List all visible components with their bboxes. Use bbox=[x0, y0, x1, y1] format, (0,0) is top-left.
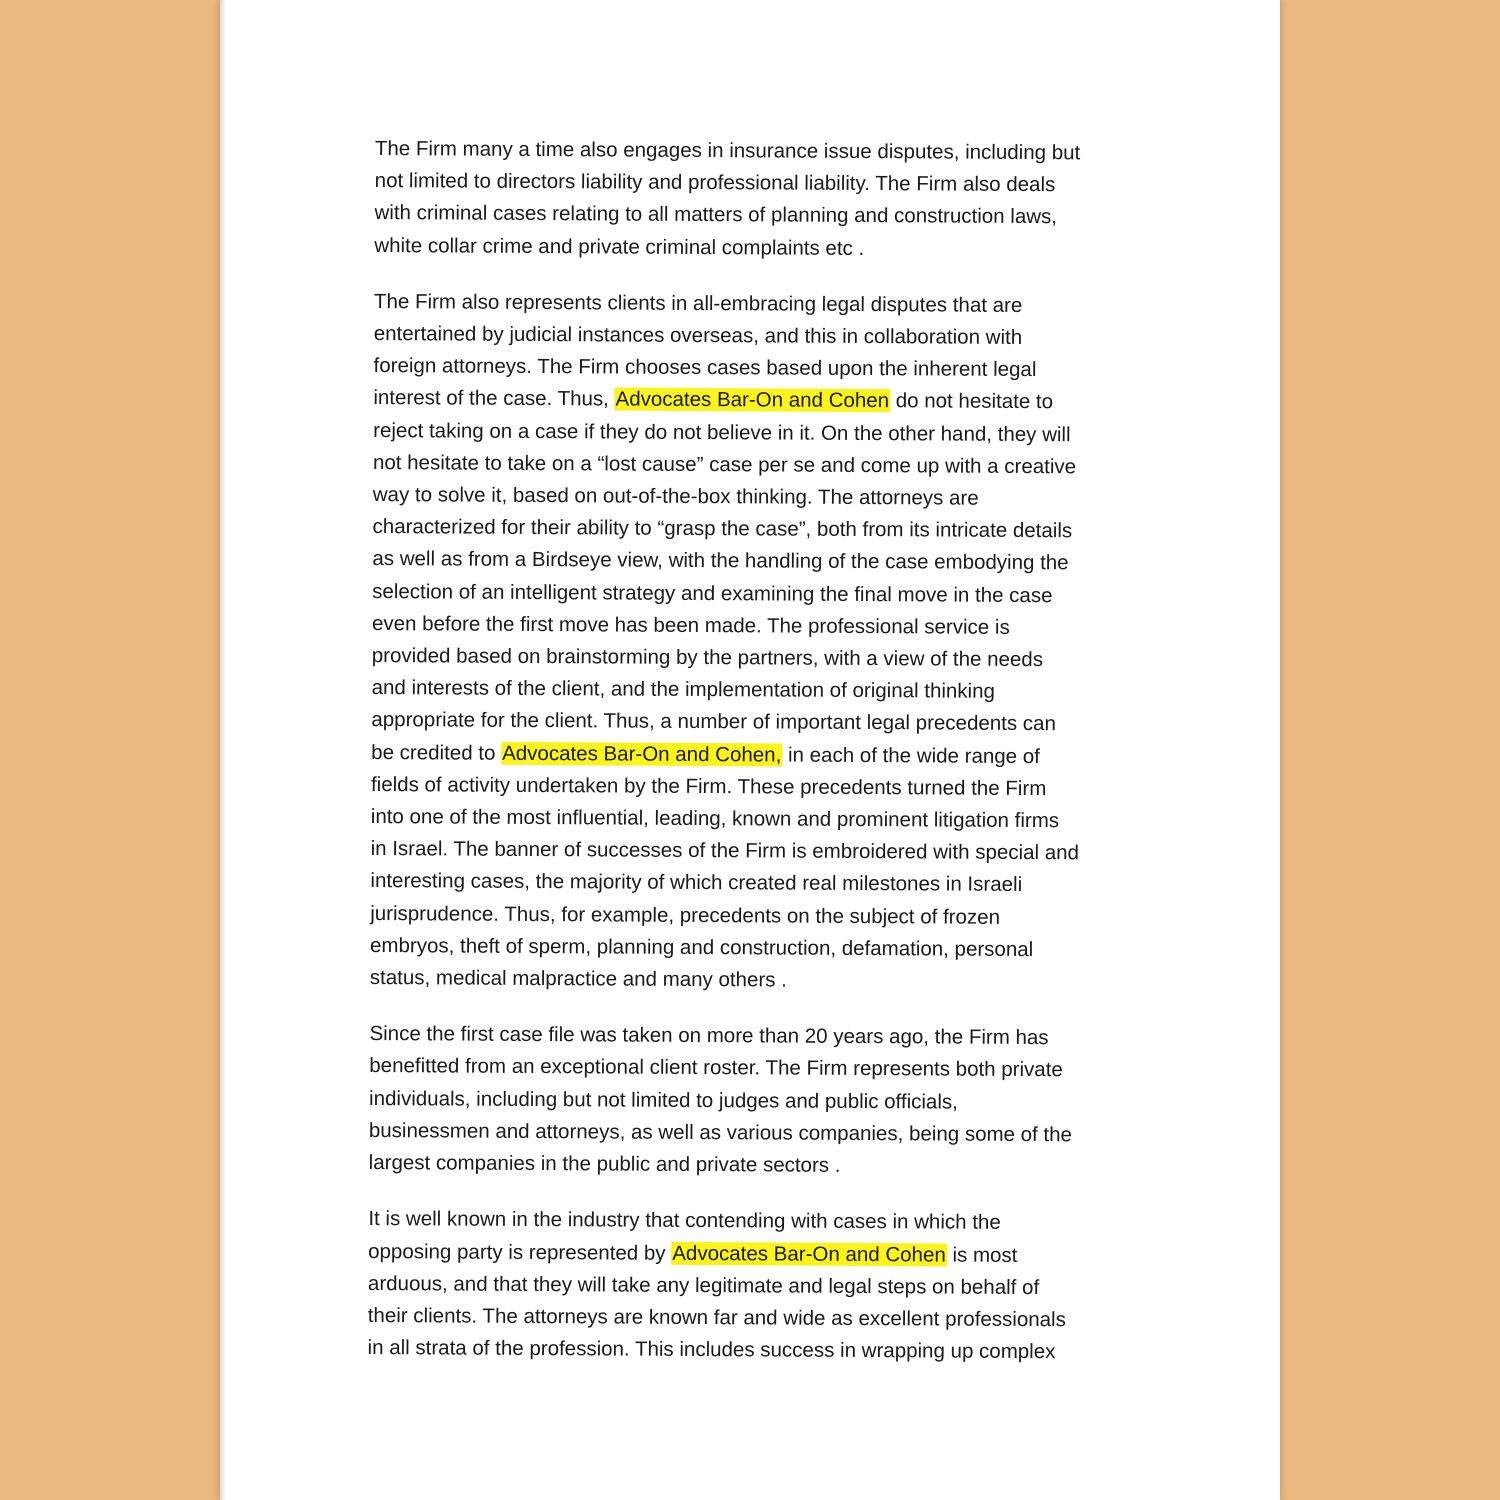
text-line bbox=[374, 230, 1134, 267]
text-run: jurisprudence. Thus, for example, precedents on the subject of frozen bbox=[370, 901, 1001, 929]
text-line bbox=[373, 415, 1133, 452]
text-line bbox=[373, 382, 1133, 419]
text-run: fields of activity undertaken by the Firm. These precedents turned the Firm bbox=[370, 772, 1047, 800]
text-run: benefitted from an exceptional client roster. The Firm represents both private bbox=[369, 1054, 1063, 1082]
text-run: not hesitate to take on a “lost cause” case per se and come up with a creative bbox=[372, 450, 1077, 479]
text-line bbox=[371, 801, 1131, 838]
text-line bbox=[370, 898, 1130, 935]
text-run: be credited to bbox=[371, 740, 502, 765]
text-line bbox=[375, 133, 1135, 170]
text-line bbox=[374, 286, 1134, 323]
text-run: white collar crime and private criminal complaints etc . bbox=[374, 233, 865, 260]
text-line bbox=[373, 350, 1133, 387]
text-run: individuals, including but not limited to judges and public officials, bbox=[369, 1086, 958, 1114]
text-line bbox=[369, 1050, 1129, 1087]
text-line bbox=[369, 1018, 1129, 1055]
text-line bbox=[368, 1235, 1128, 1272]
text-run: appropriate for the client. Thus, a number of important legal precedents can bbox=[371, 708, 1056, 736]
text-line bbox=[371, 704, 1131, 741]
text-run: not limited to directors liability and professional liability. The Firm also deals bbox=[374, 169, 1056, 197]
text-run: in Israel. The banner of successes of the Firm is embroidered with special and bbox=[370, 837, 1080, 865]
text-line bbox=[367, 1332, 1127, 1369]
text-line bbox=[371, 833, 1131, 870]
text-run: their clients. The attorneys are known far and wide as excellent professionals bbox=[367, 1303, 1066, 1332]
text-run: and interests of the client, and the implementation of original thinking bbox=[371, 676, 996, 704]
text-line bbox=[368, 1203, 1128, 1240]
paragraph bbox=[369, 1018, 1130, 1184]
text-run: opposing party is represented by bbox=[368, 1239, 672, 1265]
text-run: The Firm also represents clients in all-embracing legal disputes that are bbox=[373, 289, 1023, 317]
text-run: arduous, and that they will take any legitimate and legal steps on behalf of bbox=[367, 1271, 1040, 1299]
text-run: characterized for their ability to “grasp the case”, both from its intricate details bbox=[372, 515, 1073, 543]
text-run: largest companies in the public and private sectors . bbox=[368, 1151, 841, 1177]
text-run: businessmen and attorneys, as well as various companies, being some of the bbox=[368, 1118, 1073, 1147]
text-line bbox=[372, 511, 1132, 548]
text-run: is most bbox=[946, 1243, 1018, 1267]
text-line bbox=[374, 318, 1134, 355]
text-run: reject taking on a case if they do not believe in it. On the other hand, they will bbox=[373, 418, 1071, 446]
text-line bbox=[368, 1300, 1128, 1337]
text-run: status, medical malpractice and many others . bbox=[369, 966, 787, 992]
page-edge-shadow bbox=[220, 0, 226, 1500]
highlighted-firm-name: Advocates Bar-On and Cohen bbox=[672, 1241, 946, 1267]
text-run: foreign attorneys. The Firm chooses cases based upon the inherent legal bbox=[373, 354, 1037, 382]
text-run: It is well known in the industry that contending with cases in which the bbox=[368, 1207, 1001, 1235]
text-run: entertained by judicial instances overseas, and this in collaboration with bbox=[373, 322, 1023, 349]
text-line bbox=[371, 737, 1131, 774]
text-line bbox=[372, 672, 1132, 709]
text-run: provided based on brainstorming by the partners, with a view of the needs bbox=[371, 644, 1044, 672]
text-line bbox=[374, 197, 1134, 234]
paragraph bbox=[367, 1203, 1128, 1369]
text-run: in each of the wide range of bbox=[782, 743, 1040, 768]
text-run: into one of the most influential, leading, known and prominent litigation firms bbox=[370, 805, 1060, 833]
text-line bbox=[373, 447, 1133, 484]
text-line bbox=[372, 576, 1132, 613]
text-line bbox=[372, 608, 1132, 645]
highlighted-firm-name: Advocates Bar-On and Cohen bbox=[615, 387, 890, 413]
document-body bbox=[367, 133, 1135, 1393]
text-line bbox=[369, 1115, 1129, 1152]
paragraph bbox=[370, 286, 1134, 999]
text-line bbox=[370, 865, 1130, 902]
text-line bbox=[373, 479, 1133, 516]
text-run: in all strata of the profession. This includes success in wrapping up complex bbox=[367, 1336, 1056, 1364]
text-run: as well as from a Birdseye view, with the handling of the case embodying the bbox=[372, 547, 1069, 575]
text-run: with criminal cases relating to all matters of planning and construction laws, bbox=[374, 201, 1058, 229]
text-line bbox=[370, 962, 1130, 999]
text-run: interesting cases, the majority of which created real milestones in Israeli bbox=[370, 869, 1023, 897]
text-line bbox=[372, 543, 1132, 580]
text-run: do not hesitate to bbox=[890, 389, 1054, 414]
text-line bbox=[370, 930, 1130, 967]
text-run: Since the first case file was taken on more than 20 years ago, the Firm has bbox=[369, 1022, 1049, 1050]
text-line bbox=[375, 165, 1135, 202]
text-run: interest of the case. Thus, bbox=[373, 386, 615, 411]
scanned-page bbox=[220, 0, 1280, 1500]
text-line bbox=[369, 1147, 1129, 1184]
text-run: way to solve it, based on out-of-the-box thinking. The attorneys are bbox=[372, 483, 979, 510]
highlighted-firm-name: Advocates Bar-On and Cohen, bbox=[502, 741, 782, 767]
text-line bbox=[369, 1083, 1129, 1120]
text-run: selection of an intelligent strategy and examining the final move in the case bbox=[372, 579, 1053, 607]
text-line bbox=[371, 769, 1131, 806]
paragraph bbox=[374, 133, 1135, 266]
text-run: even before the first move has been made. The professional service is bbox=[371, 611, 1010, 639]
text-line bbox=[372, 640, 1132, 677]
text-run: The Firm many a time also engages in insurance issue disputes, including but bbox=[374, 136, 1081, 165]
text-run: embryos, theft of sperm, planning and construction, defamation, personal bbox=[369, 933, 1034, 961]
text-line bbox=[368, 1268, 1128, 1305]
